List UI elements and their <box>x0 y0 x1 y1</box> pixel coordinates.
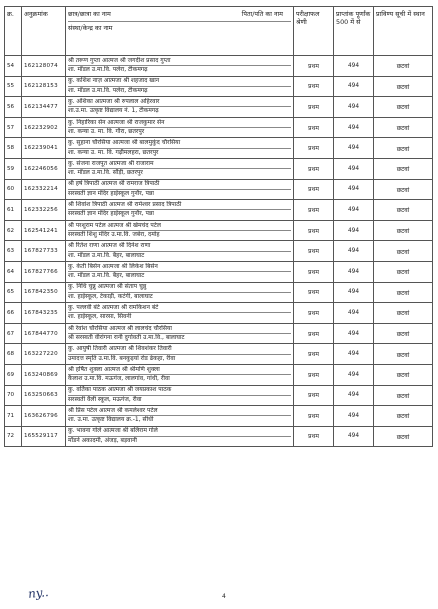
merit-place: छटवां <box>374 200 433 221</box>
serial-number: 57 <box>5 117 22 138</box>
serial-number: 63 <box>5 241 22 262</box>
roll-number: 162332256 <box>22 200 66 221</box>
roll-number: 163240869 <box>22 364 66 385</box>
serial-number: 61 <box>5 200 22 221</box>
marks-obtained: 494 <box>334 76 374 97</box>
table-row <box>5 282 433 303</box>
student-and-parent-name: श्री प्रिंस पटेल आत्मज श्री कमलेश्वर पटेल <box>68 407 291 417</box>
merit-place: छटवां <box>374 344 433 365</box>
institution-name: शा. मॉडल उ.मा.वि. सौंड़ी, छतरपुर <box>68 169 143 177</box>
serial-number: 60 <box>5 179 22 200</box>
result-category: प्रथम <box>294 241 334 262</box>
table-row <box>5 426 433 447</box>
table-row <box>5 138 433 159</box>
student-and-parent-name: कु. निहारिका सेन आत्मजा श्री राजकुमार सेन <box>68 119 291 129</box>
student-and-parent-name: श्री तरूण गुप्ता आत्मज श्री जगदीश प्रसाद गुप्ता <box>68 57 291 67</box>
result-category: प्रथम <box>294 323 334 344</box>
student-and-parent-name: श्री हर्षित शुक्ला आत्मज श्री श्रीमणि शुक्ला <box>68 366 291 376</box>
student-and-parent-name: कु. वर्तिका पाठक आत्मजा श्री जयप्रकाश पाठक <box>68 386 291 396</box>
name-cell <box>66 241 294 262</box>
merit-place: छटवां <box>374 220 433 241</box>
table-row <box>5 364 433 385</box>
header-name <box>66 7 294 56</box>
table-row <box>5 56 433 77</box>
table-row <box>5 117 433 138</box>
merit-place: छटवां <box>374 323 433 344</box>
header-institution: संस्था/केन्द्र का नाम <box>68 21 291 32</box>
marks-obtained: 494 <box>334 385 374 406</box>
student-and-parent-name: श्री रितेश राणा आत्मज श्री दिनेश राणा <box>68 242 291 252</box>
name-cell <box>66 364 294 385</box>
name-cell <box>66 344 294 365</box>
merit-place: छटवां <box>374 56 433 77</box>
name-cell <box>66 179 294 200</box>
header-parent-name: पिता/पति का नाम <box>241 10 283 18</box>
name-cell <box>66 56 294 77</box>
name-cell <box>66 261 294 282</box>
serial-number: 69 <box>5 364 22 385</box>
roll-number: 162128074 <box>22 56 66 77</box>
serial-number: 72 <box>5 426 22 447</box>
marks-obtained: 494 <box>334 138 374 159</box>
roll-number: 162134477 <box>22 97 66 118</box>
merit-place: छटवां <box>374 158 433 179</box>
institution-name: शा. उ.मा. उत्कृष्ट विद्यालय क्र.-1, सीधी <box>68 416 154 424</box>
student-and-parent-name: कु. आयुषी तिवारी आत्मजा श्री शिवशंकर तिवारी <box>68 345 291 355</box>
roll-number: 162239041 <box>22 138 66 159</box>
name-cell <box>66 220 294 241</box>
roll-number: 167827733 <box>22 241 66 262</box>
table-row <box>5 241 433 262</box>
table-header-row <box>5 7 433 56</box>
serial-number: 66 <box>5 303 22 324</box>
marks-obtained: 494 <box>334 117 374 138</box>
roll-number: 162541241 <box>22 220 66 241</box>
roll-number: 162128153 <box>22 76 66 97</box>
institution-name: शा. हाईस्कूल, टेकाड़ी, कटंगी, बालाघाट <box>68 292 153 300</box>
student-and-parent-name: कु. कशिश नाज़ आत्मजा श्री शहजाद खान <box>68 77 291 87</box>
result-category: प्रथम <box>294 406 334 427</box>
table-row <box>5 158 433 179</box>
marks-obtained: 494 <box>334 344 374 365</box>
student-and-parent-name: कु. पल्लवी बंटे आत्मजा श्री रामकिशन बंटे <box>68 304 291 314</box>
table-row <box>5 261 433 282</box>
merit-place: छटवां <box>374 261 433 282</box>
header-sn: क्र. <box>5 7 22 56</box>
merit-place: छटवां <box>374 303 433 324</box>
serial-number: 71 <box>5 406 22 427</box>
marks-obtained: 494 <box>334 426 374 447</box>
serial-number: 55 <box>5 76 22 97</box>
institution-name: शा. मॉडल उ.मा.वि. बैहर, बालाघाट <box>68 251 145 259</box>
institution-name: शा. कन्या उ. मा. वि. गढ़ीमलहरा, छतरपुर <box>68 148 159 156</box>
name-cell <box>66 303 294 324</box>
marks-obtained: 494 <box>334 200 374 221</box>
header-place: प्राविण्य सूची में स्थान <box>374 7 433 56</box>
page-number: 4 <box>222 593 226 600</box>
institution-name: सरस्वती वैली स्कूल, मऊगंज, रीवा <box>68 395 142 403</box>
table-row <box>5 303 433 324</box>
serial-number: 54 <box>5 56 22 77</box>
table-row <box>5 385 433 406</box>
name-cell <box>66 138 294 159</box>
roll-number: 163227220 <box>22 344 66 365</box>
merit-place: छटवां <box>374 406 433 427</box>
student-and-parent-name: कु. संजना राजपूत आत्मजा श्री राजाराम <box>68 160 291 170</box>
table-row <box>5 179 433 200</box>
institution-name: शा. कन्या उ. मा. वि. गौरा, छतरपुर <box>68 128 145 136</box>
serial-number: 59 <box>5 158 22 179</box>
student-and-parent-name: कु. भावना गोले आत्मजा श्री बलिराम गोले <box>68 427 291 437</box>
table-body <box>5 56 433 447</box>
name-cell <box>66 158 294 179</box>
header-roll: अनुक्रमांक <box>22 7 66 56</box>
marks-obtained: 494 <box>334 97 374 118</box>
name-cell <box>66 97 294 118</box>
results-sheet <box>4 6 434 447</box>
serial-number: 56 <box>5 97 22 118</box>
institution-name: शा. मॉडल उ.मा.वि. पलेरा, टीकमगढ़ <box>68 86 148 94</box>
student-and-parent-name: कु. अंशिका आत्मजा श्री रुपलाल अहिरवार <box>68 98 291 108</box>
result-category: प्रथम <box>294 158 334 179</box>
name-cell <box>66 117 294 138</box>
marks-obtained: 494 <box>334 406 374 427</box>
institution-name: मॉडर्न अकादमी, अंजड़, बड़वानी <box>68 436 137 444</box>
result-category: प्रथम <box>294 303 334 324</box>
name-cell <box>66 323 294 344</box>
institution-name: शा. मॉडल उ.मा.वि. पलेरा, टीकमगढ़ <box>68 66 148 74</box>
serial-number: 67 <box>5 323 22 344</box>
marks-obtained: 494 <box>334 220 374 241</box>
handwritten-signature: ny.. <box>27 584 50 602</box>
student-and-parent-name: कु. निधि चुन्नु आत्मजा श्री संताप चुन्नु <box>68 283 291 293</box>
name-cell <box>66 76 294 97</box>
merit-list-table <box>4 6 433 447</box>
merit-place: छटवां <box>374 179 433 200</box>
student-and-parent-name: श्री शिवांश त्रिपाठी आत्मज श्री रामेश्वर प्रसाद त्रिपाठी <box>68 201 291 211</box>
serial-number: 64 <box>5 261 22 282</box>
name-cell <box>66 282 294 303</box>
name-cell <box>66 200 294 221</box>
name-cell <box>66 426 294 447</box>
table-row <box>5 406 433 427</box>
serial-number: 70 <box>5 385 22 406</box>
merit-place: छटवां <box>374 282 433 303</box>
result-category: प्रथम <box>294 426 334 447</box>
table-row <box>5 323 433 344</box>
table-row <box>5 344 433 365</box>
institution-name: सरस्वती शिशु मंदिर उ.मा.वि. जबेरा, दमोह <box>68 231 160 239</box>
marks-obtained: 494 <box>334 158 374 179</box>
institution-name: उमादत्त स्मृति उ.मा.वि. बनकुइयां रोड ढेकहा, रीवा <box>68 354 176 362</box>
merit-place: छटवां <box>374 385 433 406</box>
merit-place: छटवां <box>374 97 433 118</box>
result-category: प्रथम <box>294 261 334 282</box>
serial-number: 65 <box>5 282 22 303</box>
institution-name: सरस्वती ज्ञान मंदिर हाईस्कूल गुनौर, पन्ना <box>68 210 154 218</box>
merit-place: छटवां <box>374 138 433 159</box>
table-row <box>5 220 433 241</box>
institution-name: श्री सरस्वती वीरांगना रानी दुर्गावती उ.मा.वि., बालाघाट <box>68 334 185 342</box>
result-category: प्रथम <box>294 138 334 159</box>
header-student-name: छात्र/छात्रा का नाम <box>68 10 111 18</box>
result-category: प्रथम <box>294 56 334 77</box>
institution-name: शा. मॉडल उ.मा.वि. बैहर, बालाघाट <box>68 272 145 280</box>
institution-name: शा. हाईस्कूल, सारसा, सिवनी <box>68 313 132 321</box>
result-category: प्रथम <box>294 200 334 221</box>
student-and-parent-name: कु. केती बिसेन आत्मजा श्री लिकेश बिसेन <box>68 263 291 273</box>
result-category: प्रथम <box>294 117 334 138</box>
marks-obtained: 494 <box>334 364 374 385</box>
roll-number: 162232902 <box>22 117 66 138</box>
student-and-parent-name: कु. सुहाना चौरसिया आत्मजा श्री बालमुकुंद चौरसिया <box>68 139 291 149</box>
serial-number: 62 <box>5 220 22 241</box>
student-and-parent-name: श्री हर्ष त्रिपाठी आत्मज श्री रामराज त्रिपाठी <box>68 180 291 190</box>
merit-place: छटवां <box>374 364 433 385</box>
serial-number: 68 <box>5 344 22 365</box>
student-and-parent-name: श्री परशुराम पटेल आत्मज श्री खेमचंद पटेल <box>68 222 291 232</box>
roll-number: 167844770 <box>22 323 66 344</box>
result-category: प्रथम <box>294 76 334 97</box>
roll-number: 167827766 <box>22 261 66 282</box>
institution-name: कैलाश उ.मा.वि. मऊगंज, लालगांव, गांधी, रीवा <box>68 375 170 383</box>
result-category: प्रथम <box>294 179 334 200</box>
result-category: प्रथम <box>294 344 334 365</box>
roll-number: 165529117 <box>22 426 66 447</box>
roll-number: 167842350 <box>22 282 66 303</box>
roll-number: 162246056 <box>22 158 66 179</box>
marks-obtained: 494 <box>334 282 374 303</box>
result-category: प्रथम <box>294 220 334 241</box>
institution-name: शा.उ.मा. उत्कृष्ट विद्यालय नं. 1, टीकमगढ़ <box>68 107 159 115</box>
institution-name: सरस्वती ज्ञान मंदिर हाईस्कूल गुनौर, पन्ना <box>68 189 154 197</box>
result-category: प्रथम <box>294 97 334 118</box>
table-row <box>5 200 433 221</box>
name-cell <box>66 406 294 427</box>
header-category: परीक्षाफल श्रेणी <box>294 7 334 56</box>
result-category: प्रथम <box>294 385 334 406</box>
marks-obtained: 494 <box>334 241 374 262</box>
marks-obtained: 494 <box>334 323 374 344</box>
marks-obtained: 494 <box>334 303 374 324</box>
roll-number: 163626796 <box>22 406 66 427</box>
result-category: प्रथम <box>294 282 334 303</box>
roll-number: 162332214 <box>22 179 66 200</box>
name-cell <box>66 385 294 406</box>
merit-place: छटवां <box>374 241 433 262</box>
table-row <box>5 97 433 118</box>
merit-place: छटवां <box>374 426 433 447</box>
student-and-parent-name: श्री रेवांश चौरसिया आत्मज श्री लालचंद चौरसिया <box>68 325 291 335</box>
result-category: प्रथम <box>294 364 334 385</box>
merit-place: छटवां <box>374 76 433 97</box>
serial-number: 58 <box>5 138 22 159</box>
roll-number: 167843235 <box>22 303 66 324</box>
header-marks: प्राप्तांक पूर्णांक 500 में से <box>334 7 374 56</box>
marks-obtained: 494 <box>334 56 374 77</box>
marks-obtained: 494 <box>334 261 374 282</box>
marks-obtained: 494 <box>334 179 374 200</box>
merit-place: छटवां <box>374 117 433 138</box>
roll-number: 163250663 <box>22 385 66 406</box>
table-row <box>5 76 433 97</box>
